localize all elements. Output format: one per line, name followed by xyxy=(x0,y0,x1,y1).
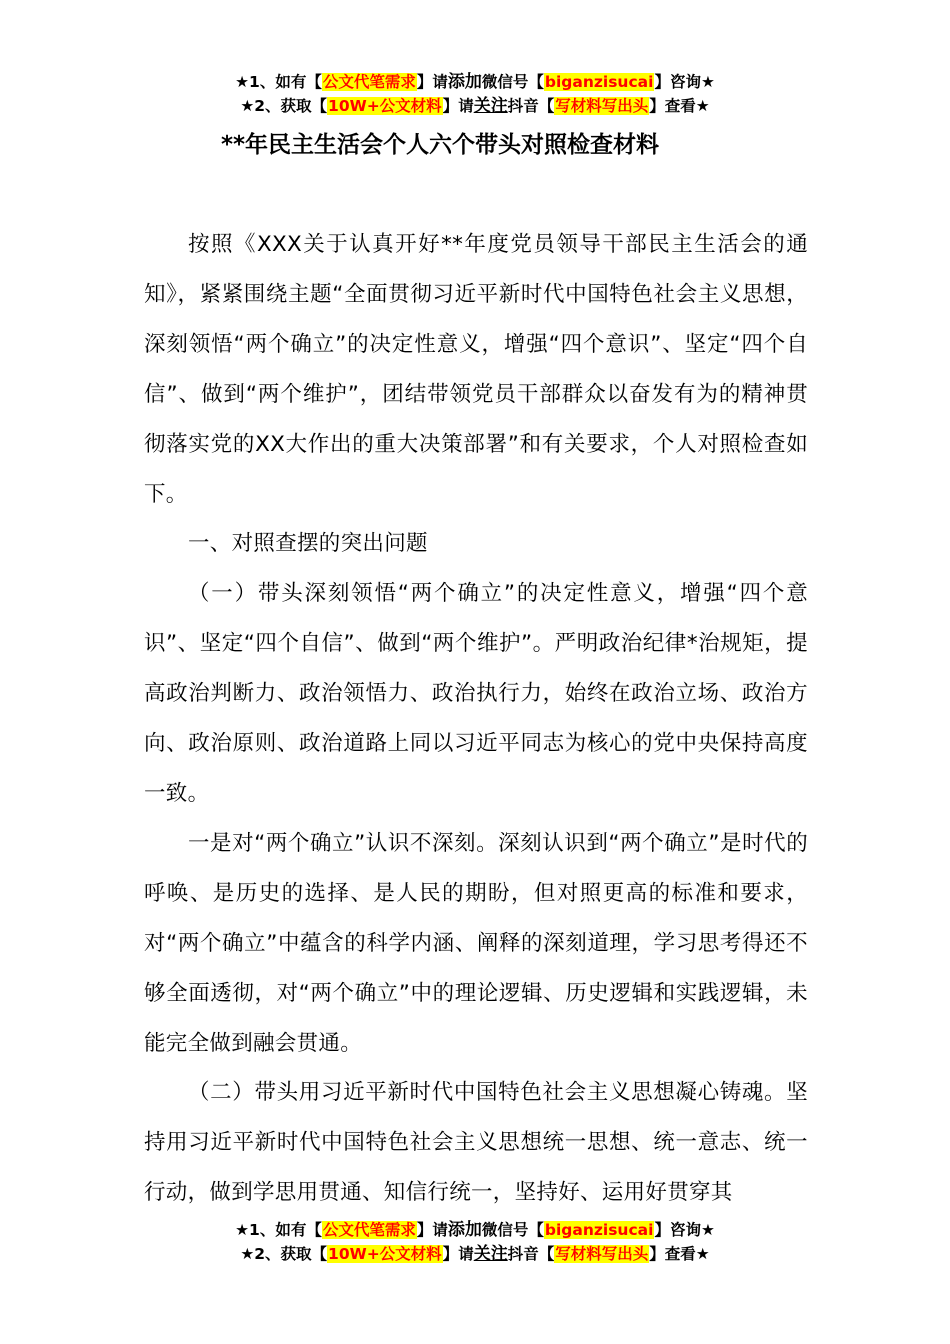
paragraph-intro: 按照《XXX关于认真开好**年度党员领导干部民主生活会的通知》，紧紧围绕主题“全面贯彻习近平新时代中国特色社会主义思想，深刻领悟“两个确立”的决定性意义，增强“四个意识”、坚定“四个自信”、做到“两个维护”，团结带领党员干部群众以奋发有为的精神贯彻落实党的XX大作出的重大决策部署”和有关要求，个人对照检查如下。 xyxy=(144,232,808,507)
document-body xyxy=(144,220,808,1218)
header-banner xyxy=(0,70,950,118)
banner-emphasis: 添加 xyxy=(447,1220,482,1240)
banner-text: 】请 xyxy=(416,1221,448,1239)
banner-line-1 xyxy=(0,1218,950,1242)
banner-text: ★2、获取【 xyxy=(240,1245,328,1263)
banner-text: 抖音【 xyxy=(507,1245,555,1263)
banner-text: 】查看★ xyxy=(649,1245,710,1263)
banner-emphasis: 关注 xyxy=(473,96,508,116)
banner-text: 】咨询★ xyxy=(654,73,715,91)
banner-highlight-wechat: biganzisucai xyxy=(544,1221,654,1239)
banner-text: 】咨询★ xyxy=(654,1221,715,1239)
paragraph-item-2: （二）带头用习近平新时代中国特色社会主义思想凝心铸魂。坚持用习近平新时代中国特色社会主义思想统一思想、统一意志、统一行动，做到学思用贯通、知信行统一，坚持好、运用好贯穿其 xyxy=(144,1080,808,1206)
banner-line-2 xyxy=(0,94,950,118)
paragraph-item-1: （一）带头深刻领悟“两个确立”的决定性意义，增强“四个意识”、坚定“四个自信”、做到“两个维护”。严明政治纪律*治规矩，提高政治判断力、政治领悟力、政治执行力，始终在政治立场、政治方向、政治原则、政治道路上同以习近平同志为核心的党中央保持高度一致。 xyxy=(144,581,808,806)
document-title: **年民主生活会个人六个带头对照检查材料 xyxy=(220,132,660,158)
banner-emphasis: 关注 xyxy=(473,1244,508,1264)
banner-highlight: 10W+公文材料 xyxy=(328,1245,442,1263)
banner-text: 抖音【 xyxy=(507,97,555,115)
banner-text: 】请 xyxy=(442,97,474,115)
footer-banner xyxy=(0,1218,950,1266)
banner-text: ★2、获取【 xyxy=(240,97,328,115)
banner-highlight: 公文代笔需求 xyxy=(322,1221,416,1239)
banner-highlight: 10W+公文材料 xyxy=(328,97,442,115)
banner-line-2 xyxy=(0,1242,950,1266)
paragraph-point-1: 一是对“两个确立”认识不深刻。深刻认识到“两个确立”是时代的呼唤、是历史的选择、是人民的期盼，但对照更高的标准和要求，对“两个确立”中蕴含的科学内涵、阐释的深刻道理，学习思考得还不够全面透彻，对“两个确立”中的理论逻辑、历史逻辑和实践逻辑，未能完全做到融会贯通。 xyxy=(144,830,808,1056)
banner-highlight-wechat: biganzisucai xyxy=(544,73,654,91)
section-heading-1: 一、对照查摆的突出问题 xyxy=(188,531,428,557)
banner-text: 】查看★ xyxy=(649,97,710,115)
banner-text: ★1、如有【 xyxy=(235,1221,322,1239)
banner-highlight-douyin: 写材料写出头 xyxy=(555,97,649,115)
banner-line-1 xyxy=(0,70,950,94)
banner-highlight: 公文代笔需求 xyxy=(322,73,416,91)
banner-highlight-douyin: 写材料写出头 xyxy=(555,1245,649,1263)
banner-text: 微信号【 xyxy=(481,73,544,91)
banner-emphasis: 添加 xyxy=(447,72,482,92)
banner-text: 】请 xyxy=(416,73,448,91)
banner-text: 】请 xyxy=(442,1245,474,1263)
banner-text: ★1、如有【 xyxy=(235,73,322,91)
banner-text: 微信号【 xyxy=(481,1221,544,1239)
